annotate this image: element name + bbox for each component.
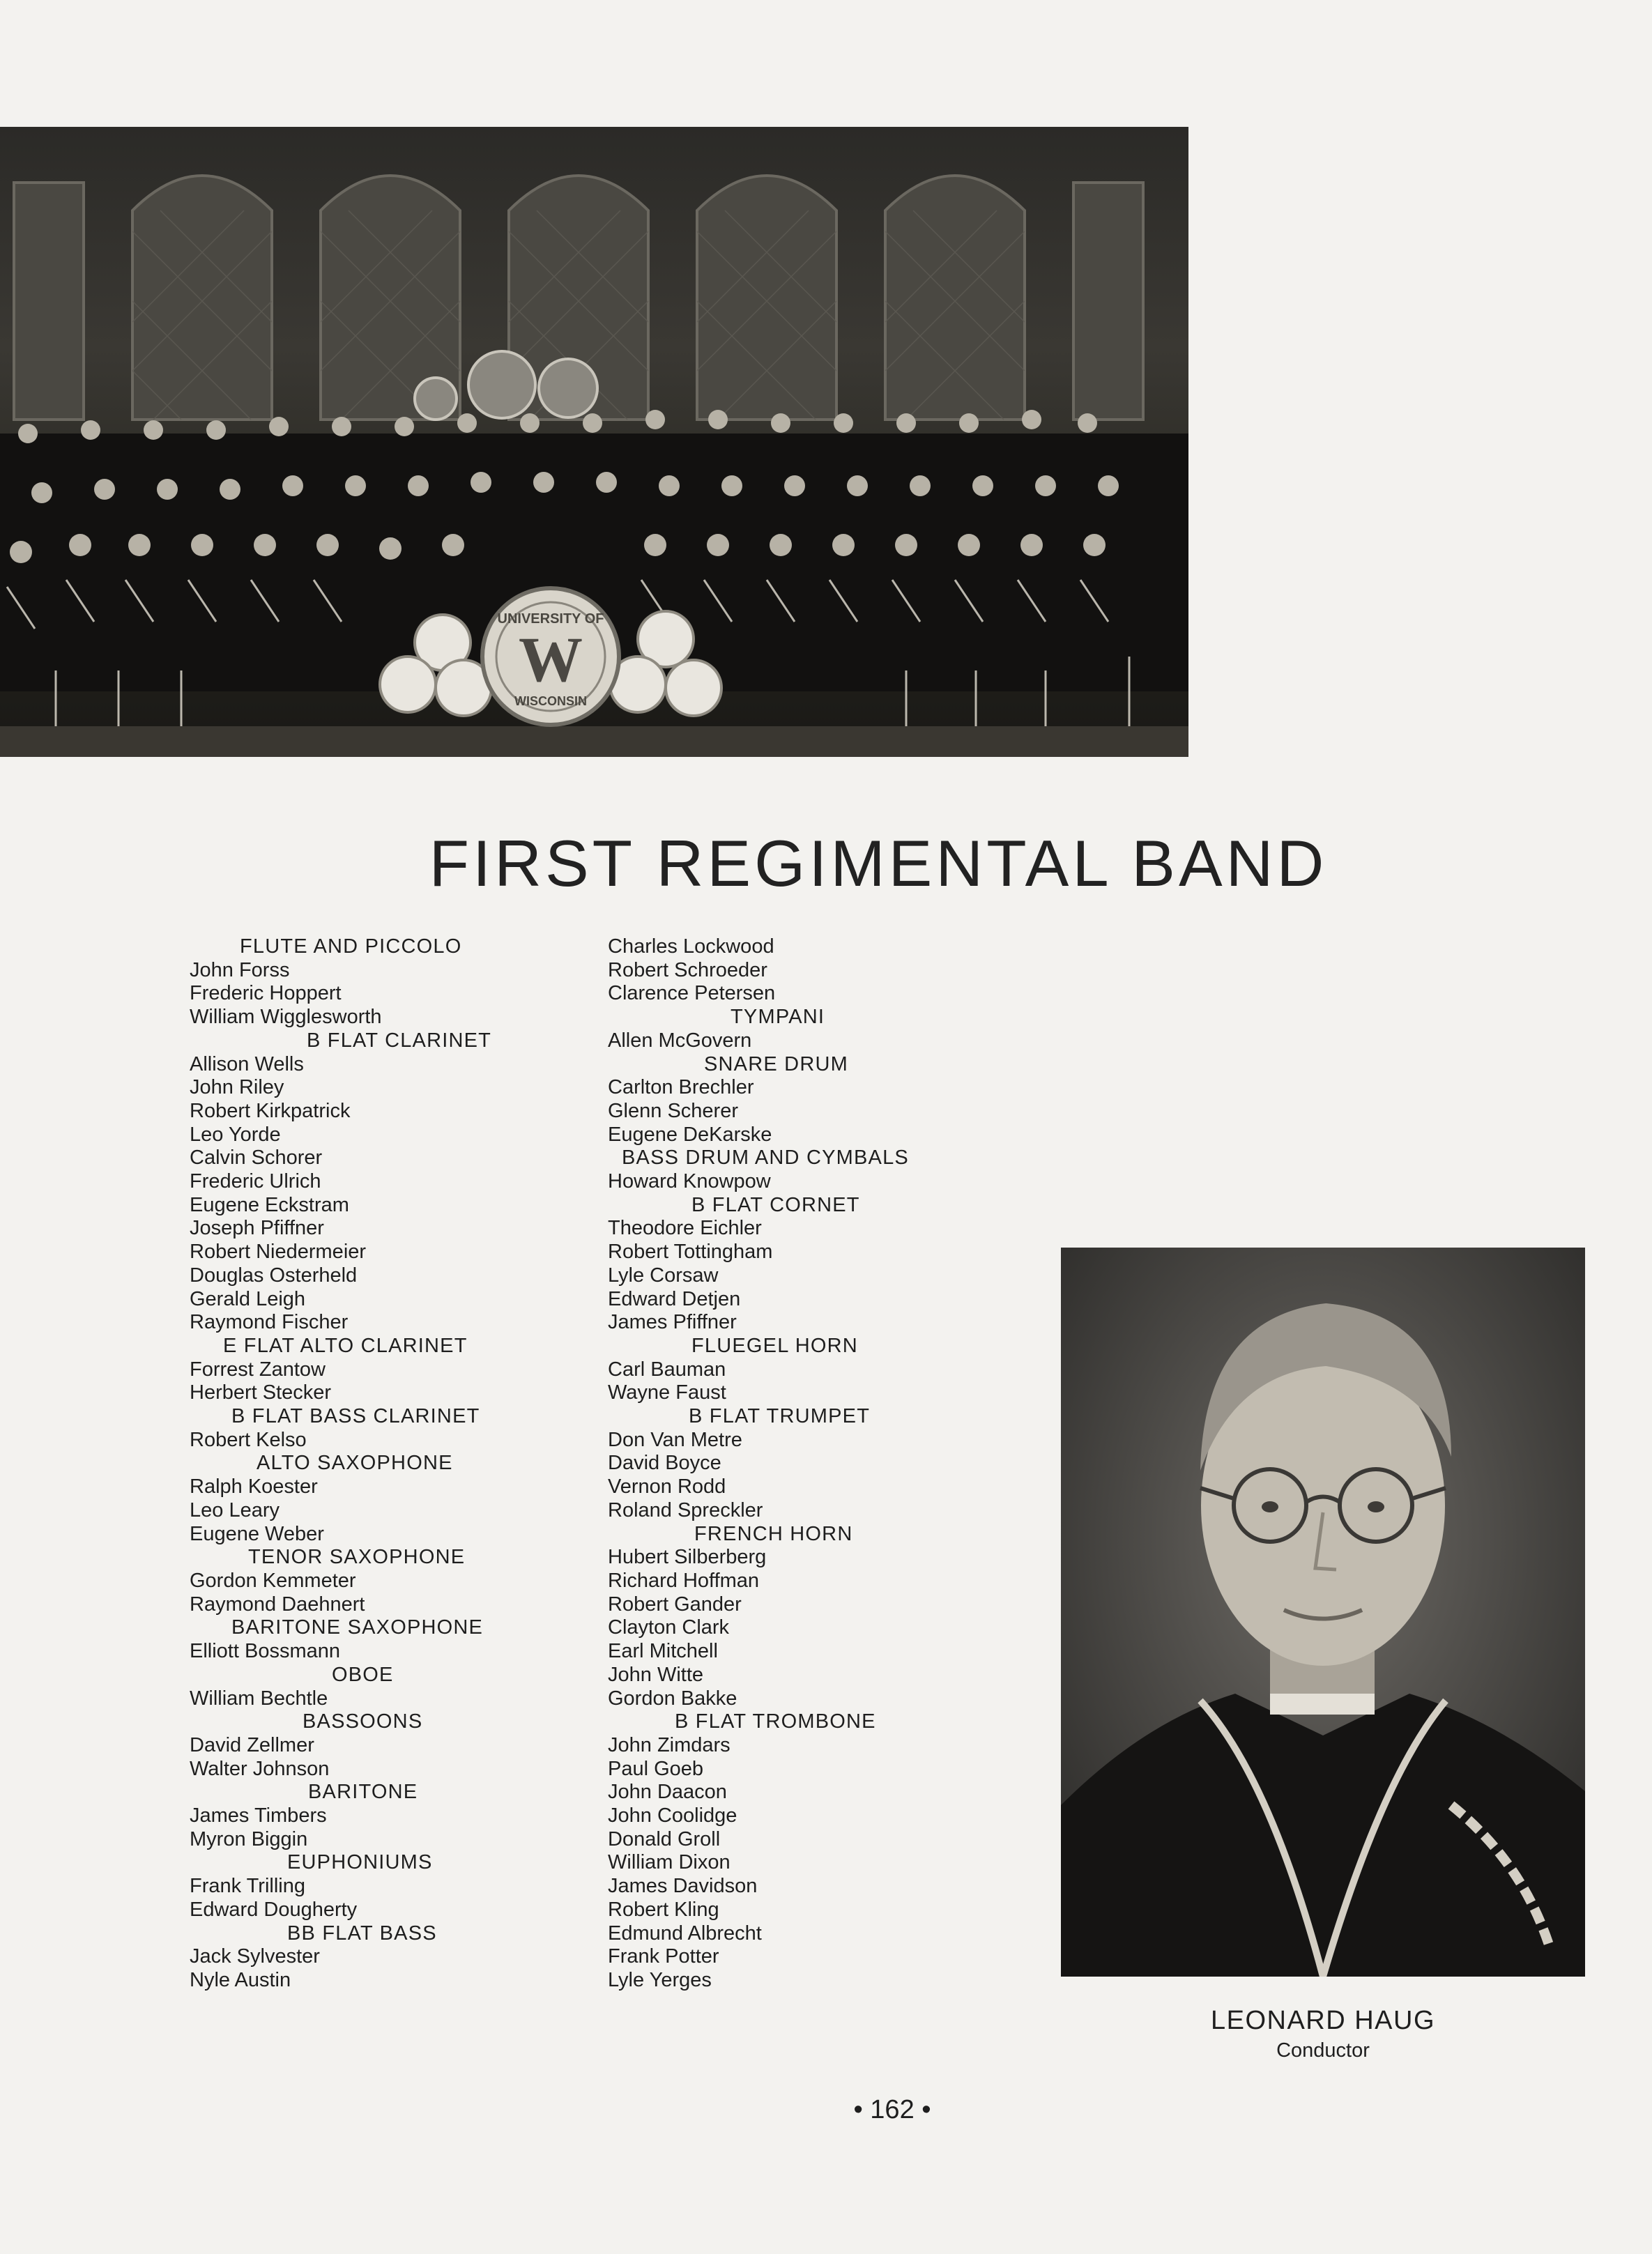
member-name: Theodore Eichler	[608, 1217, 762, 1240]
member-name: Forrest Zantow	[190, 1358, 326, 1381]
member-name: Edward Dougherty	[190, 1898, 358, 1921]
member-name: Lyle Corsaw	[608, 1264, 719, 1287]
member-name: William Dixon	[608, 1851, 731, 1874]
conductor-portrait	[1061, 1248, 1585, 1977]
member-name: John Witte	[608, 1663, 703, 1686]
member-name: Eugene Weber	[190, 1522, 324, 1545]
member-name: Allen McGovern	[608, 1029, 752, 1052]
member-name: Robert Tottingham	[608, 1241, 773, 1264]
member-name: Allison Wells	[190, 1052, 304, 1075]
member-name: Joseph Pfiffner	[190, 1217, 324, 1240]
section-heading: TENOR SAXOPHONE	[248, 1546, 466, 1569]
member-name: Frederic Hoppert	[190, 982, 342, 1005]
member-name: Gordon Kemmeter	[190, 1569, 356, 1592]
member-name: Jack Sylvester	[190, 1945, 320, 1968]
member-name: Frederic Ulrich	[190, 1170, 321, 1193]
section-heading: B FLAT CORNET	[691, 1193, 860, 1216]
section-heading: BARITONE	[308, 1781, 418, 1804]
member-name: Roland Spreckler	[608, 1498, 763, 1521]
roster-column-left	[190, 935, 580, 1993]
bass-drum	[482, 588, 619, 725]
member-name: Edmund Albrecht	[608, 1922, 762, 1945]
section-heading: BARITONE SAXOPHONE	[231, 1616, 484, 1639]
member-name: James Timbers	[190, 1804, 327, 1827]
drum-bottom-text: WISCONSIN	[514, 694, 588, 708]
member-name: Richard Hoffman	[608, 1569, 760, 1592]
member-name: Carl Bauman	[608, 1358, 726, 1381]
drum-letter: W	[519, 624, 583, 695]
member-name: Eugene DeKarske	[608, 1123, 772, 1146]
member-name: Earl Mitchell	[608, 1640, 718, 1663]
member-name: Nyle Austin	[190, 1968, 291, 1991]
member-name: Frank Trilling	[190, 1875, 305, 1898]
section-heading: OBOE	[332, 1663, 394, 1686]
member-name: Robert Kelso	[190, 1428, 307, 1451]
drum-top-text: UNIVERSITY OF	[497, 611, 604, 627]
member-name: Leo Yorde	[190, 1123, 281, 1146]
conductor-name: LEONARD HAUG	[1210, 2006, 1436, 2035]
section-heading: B FLAT BASS CLARINET	[231, 1405, 480, 1428]
member-name: Herbert Stecker	[190, 1381, 332, 1404]
member-name: John Coolidge	[608, 1804, 737, 1827]
band-group-photo	[0, 127, 1188, 757]
member-name: Vernon Rodd	[608, 1475, 726, 1498]
section-heading: FRENCH HORN	[694, 1522, 853, 1545]
member-name: Calvin Schorer	[190, 1147, 323, 1170]
section-heading: EUPHONIUMS	[287, 1851, 433, 1874]
member-name: John Daacon	[608, 1781, 727, 1804]
member-name: Gerald Leigh	[190, 1287, 306, 1310]
member-name: Frank Potter	[608, 1945, 719, 1968]
member-name: Clarence Petersen	[608, 982, 776, 1005]
section-heading: SNARE DRUM	[704, 1052, 848, 1075]
roster-column-middle	[608, 935, 998, 1993]
member-name: David Zellmer	[190, 1733, 314, 1756]
member-name: Glenn Scherer	[608, 1099, 738, 1122]
member-name: Howard Knowpow	[608, 1170, 771, 1193]
section-heading: FLUTE AND PICCOLO	[240, 935, 462, 958]
member-name: Lyle Yerges	[608, 1968, 712, 1991]
member-name: Robert Niedermeier	[190, 1241, 367, 1264]
member-name: Wayne Faust	[608, 1381, 726, 1404]
section-heading: BB FLAT BASS	[287, 1922, 437, 1945]
member-name: John Riley	[190, 1076, 284, 1099]
member-name: David Boyce	[608, 1452, 721, 1475]
member-name: Myron Biggin	[190, 1827, 308, 1850]
member-name: Don Van Metre	[608, 1428, 742, 1451]
member-name: Raymond Daehnert	[190, 1593, 365, 1616]
member-name: Douglas Osterheld	[190, 1264, 358, 1287]
section-heading: B FLAT TRUMPET	[689, 1405, 871, 1428]
member-name: Leo Leary	[190, 1498, 280, 1521]
member-name: Carlton Brechler	[608, 1076, 754, 1099]
section-heading: TYMPANI	[731, 1006, 825, 1029]
member-name: Robert Gander	[608, 1593, 742, 1616]
member-name: William Wigglesworth	[190, 1006, 382, 1029]
member-name: Walter Johnson	[190, 1757, 330, 1780]
section-heading: B FLAT CLARINET	[307, 1029, 492, 1052]
section-heading: FLUEGEL HORN	[691, 1334, 858, 1357]
member-name: Ralph Koester	[190, 1475, 318, 1498]
member-name: Gordon Bakke	[608, 1687, 737, 1710]
conductor-role: Conductor	[1276, 2039, 1370, 2062]
section-heading: BASSOONS	[303, 1710, 423, 1733]
member-name: Edward Detjen	[608, 1287, 741, 1310]
member-name: Eugene Eckstram	[190, 1193, 349, 1216]
member-name: Hubert Silberberg	[608, 1546, 767, 1569]
member-name: Robert Kling	[608, 1898, 719, 1921]
page-number: • 162 •	[853, 2095, 931, 2124]
section-heading: B FLAT TROMBONE	[675, 1710, 876, 1733]
member-name: Elliott Bossmann	[190, 1640, 340, 1663]
member-name: John Forss	[190, 958, 290, 981]
section-heading: E FLAT ALTO CLARINET	[223, 1334, 468, 1357]
member-name: James Pfiffner	[608, 1311, 737, 1334]
section-heading: BASS DRUM AND CYMBALS	[622, 1147, 909, 1170]
member-name: James Davidson	[608, 1875, 758, 1898]
member-name: Donald Groll	[608, 1827, 721, 1850]
member-name: William Bechtle	[190, 1687, 328, 1710]
page-title: FIRST REGIMENTAL BAND	[429, 827, 1328, 900]
member-name: Charles Lockwood	[608, 935, 774, 958]
member-name: Clayton Clark	[608, 1616, 730, 1639]
member-name: Robert Schroeder	[608, 958, 767, 981]
member-name: John Zimdars	[608, 1733, 731, 1756]
member-name: Paul Goeb	[608, 1757, 704, 1780]
section-heading: ALTO SAXOPHONE	[257, 1452, 453, 1475]
member-name: Robert Kirkpatrick	[190, 1099, 351, 1122]
member-name: Raymond Fischer	[190, 1311, 349, 1334]
